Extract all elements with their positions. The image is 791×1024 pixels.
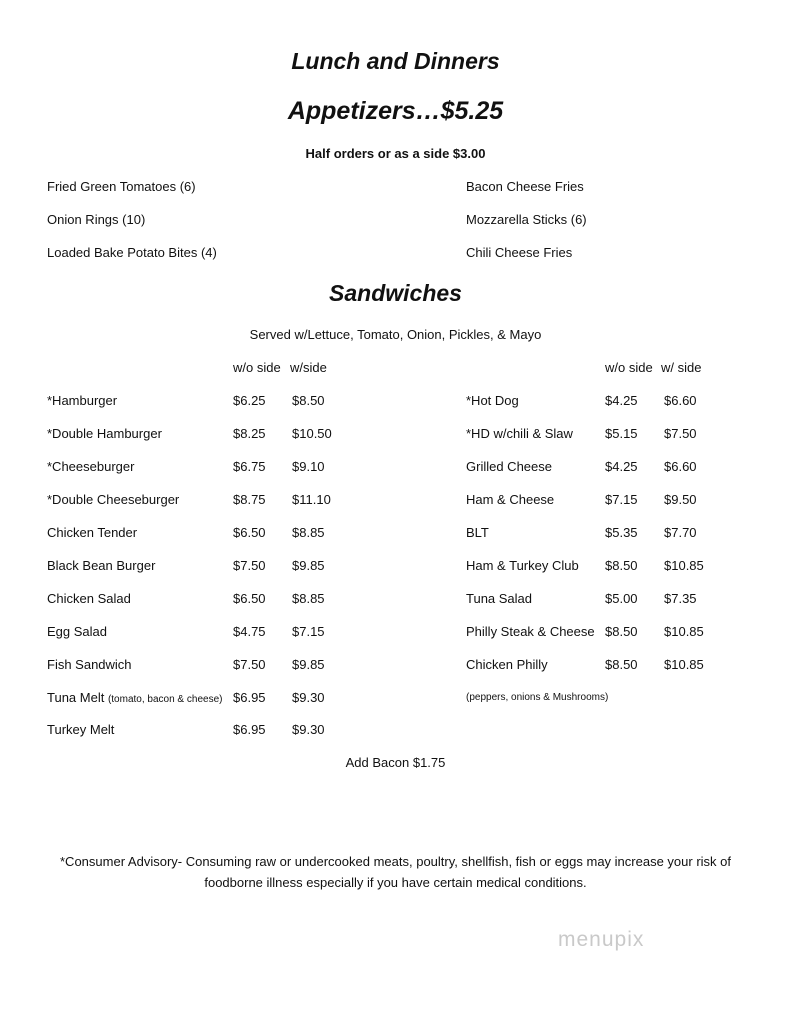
sandwich-name: *Double Cheeseburger: [47, 492, 180, 507]
sandwich-name: *Double Hamburger: [47, 426, 162, 441]
sandwich-name: Grilled Cheese: [466, 459, 552, 474]
price-with-side: $8.85: [292, 525, 325, 540]
price-with-side: $8.85: [292, 591, 325, 606]
price-with-side: $6.60: [664, 393, 697, 408]
price-with-side: $9.30: [292, 690, 325, 705]
sandwich-name: Black Bean Burger: [47, 558, 156, 573]
add-bacon-note: Add Bacon $1.75: [345, 755, 446, 770]
price-with-side: $9.30: [292, 722, 325, 737]
price-without-side: $5.15: [605, 426, 638, 441]
sandwich-name: Chicken Salad: [47, 591, 131, 606]
price-with-side: $10.50: [292, 426, 332, 441]
consumer-advisory: *Consumer Advisory- Consuming raw or undercooked meats, poultry, shellfish, fish or eggs may increase your risk of foodborne illness especially if you have certain medical conditions.: [60, 854, 731, 890]
sandwich-name: *Hot Dog: [466, 393, 519, 408]
price-without-side: $6.95: [233, 722, 266, 737]
appetizer-item: Chili Cheese Fries: [466, 245, 573, 260]
sandwich-name: Egg Salad: [47, 624, 107, 639]
price-with-side: $8.50: [292, 393, 325, 408]
price-without-side: $7.50: [233, 558, 266, 573]
column-header-wo-side: w/o side: [605, 360, 653, 375]
chicken-philly-note: (peppers, onions & Mushrooms): [466, 692, 609, 703]
price-with-side: $10.85: [664, 558, 704, 573]
sandwich-name-text: Tuna Melt: [47, 690, 105, 705]
price-with-side: $6.60: [664, 459, 697, 474]
price-with-side: $7.35: [664, 591, 697, 606]
sandwiches-heading: Sandwiches: [329, 280, 462, 306]
appetizer-item: Onion Rings (10): [47, 212, 146, 227]
sandwich-name: Fish Sandwich: [47, 657, 132, 672]
price-without-side: $4.75: [233, 624, 266, 639]
price-with-side: $7.50: [664, 426, 697, 441]
price-without-side: $4.25: [605, 459, 638, 474]
price-with-side: $10.85: [664, 657, 704, 672]
sandwich-name: Chicken Tender: [47, 525, 138, 540]
price-without-side: $6.50: [233, 525, 266, 540]
sandwich-name: Tuna Salad: [466, 591, 533, 606]
column-header-wo-side: w/o side: [233, 360, 281, 375]
sandwich-name: Ham & Turkey Club: [466, 558, 579, 573]
price-with-side: $9.85: [292, 558, 325, 573]
price-with-side: $9.50: [664, 492, 697, 507]
price-without-side: $8.50: [605, 624, 638, 639]
price-with-side: $7.15: [292, 624, 325, 639]
appetizers-heading: Appetizers…$5.25: [287, 97, 504, 125]
price-without-side: $7.50: [233, 657, 266, 672]
price-without-side: $6.50: [233, 591, 266, 606]
price-with-side: $11.10: [292, 492, 331, 507]
appetizer-item: Bacon Cheese Fries: [466, 179, 584, 194]
sandwiches-served-note: Served w/Lettuce, Tomato, Onion, Pickles, & Mayo: [249, 327, 542, 342]
sandwich-name: *HD w/chili & Slaw: [466, 426, 573, 441]
sandwich-name: Philly Steak & Cheese: [466, 624, 595, 639]
price-with-side: $9.10: [292, 459, 325, 474]
price-without-side: $5.35: [605, 525, 638, 540]
appetizer-item: Fried Green Tomatoes (6): [47, 179, 196, 194]
price-without-side: $8.75: [233, 492, 266, 507]
price-without-side: $8.50: [605, 657, 638, 672]
appetizer-item: Loaded Bake Potato Bites (4): [47, 245, 217, 260]
sandwich-name: BLT: [466, 525, 489, 540]
sandwich-note: (tomato, bacon & cheese): [107, 694, 223, 705]
sandwich-name: Chicken Philly: [466, 657, 548, 672]
column-header-w-side: w/side: [290, 360, 327, 375]
price-without-side: $8.50: [605, 558, 638, 573]
price-without-side: $5.00: [605, 591, 638, 606]
price-without-side: $7.15: [605, 492, 638, 507]
sandwich-name: Turkey Melt: [47, 722, 115, 737]
price-without-side: $6.25: [233, 393, 266, 408]
price-with-side: $10.85: [664, 624, 704, 639]
price-without-side: $6.75: [233, 459, 266, 474]
sandwich-name: *Cheeseburger: [47, 459, 135, 474]
price-with-side: $9.85: [292, 657, 325, 672]
column-header-w-side: w/ side: [661, 360, 702, 375]
appetizers-note: Half orders or as a side $3.00: [305, 146, 486, 161]
price-without-side: $6.95: [233, 690, 266, 705]
price-without-side: $4.25: [605, 393, 638, 408]
menupix-watermark: menupix: [558, 928, 645, 951]
sandwich-name: Ham & Cheese: [466, 492, 555, 507]
price-without-side: $8.25: [233, 426, 266, 441]
price-with-side: $7.70: [664, 525, 697, 540]
appetizer-item: Mozzarella Sticks (6): [466, 212, 587, 227]
menu-title: Lunch and Dinners: [291, 48, 500, 74]
sandwich-name: *Hamburger: [47, 393, 118, 408]
sandwich-name: [47, 690, 222, 705]
